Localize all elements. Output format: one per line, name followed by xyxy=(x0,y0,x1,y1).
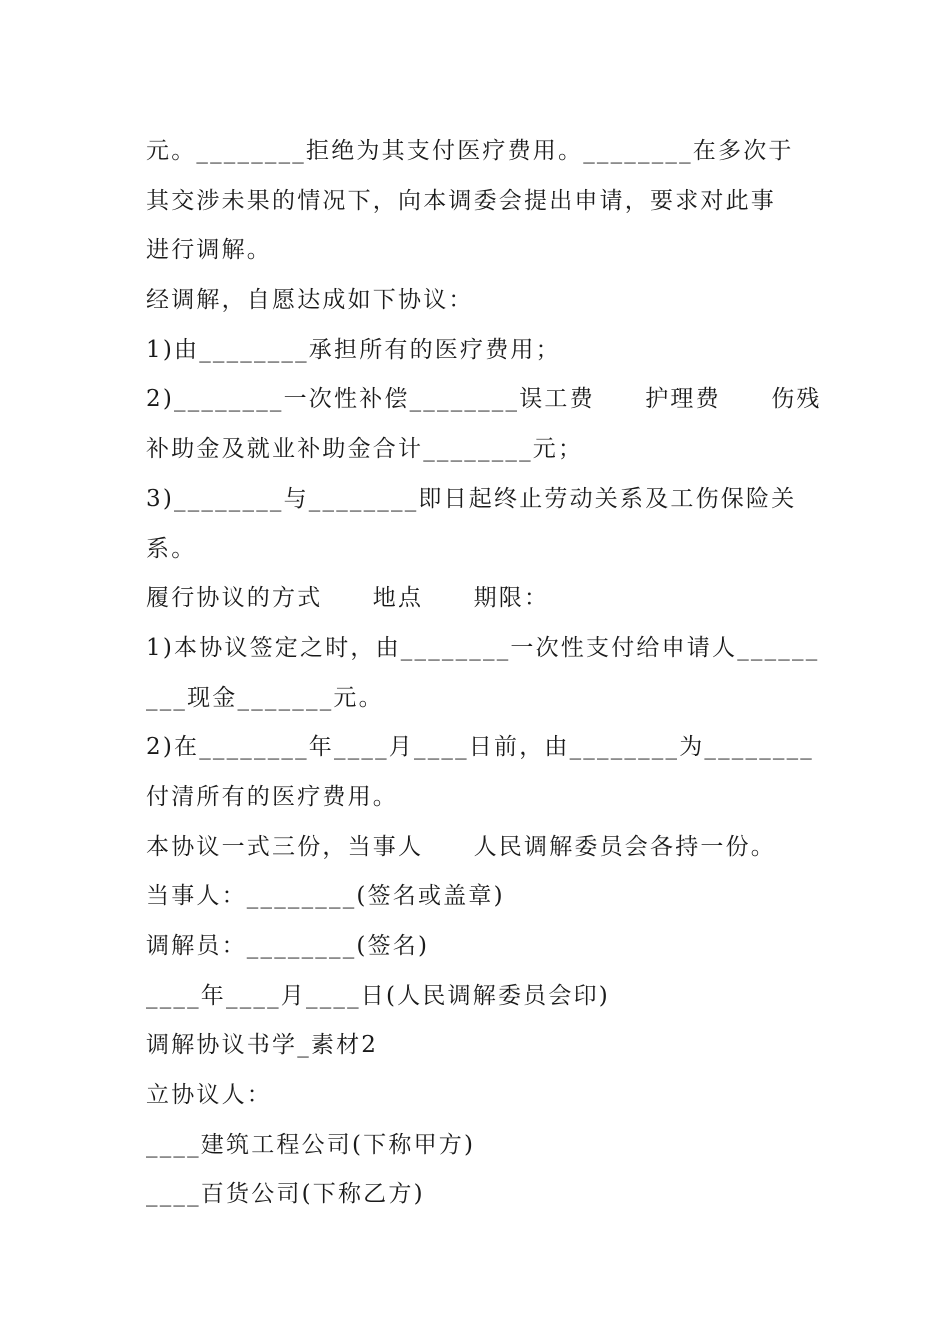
text-line: 元。________拒绝为其支付医疗费用。________在多次于 xyxy=(146,138,794,164)
text-line: 当事人：________(签名或盖章) xyxy=(146,883,505,910)
text-line: ____年____月____日(人民调解委员会印) xyxy=(146,982,610,1009)
text-line: 经调解，自愿达成如下协议： xyxy=(146,287,474,314)
text-line: ____建筑工程公司(下称甲方) xyxy=(146,1131,476,1158)
text-line: 其交涉未果的情况下，向本调委会提出申请，要求对此事 xyxy=(146,187,776,214)
text-line: 补助金及就业补助金合计________元； xyxy=(146,436,584,463)
text-line: 调解员：________(签名) xyxy=(146,933,430,959)
text-line: 2)________一次性补偿________误工费 护理费 伤残 xyxy=(146,386,822,413)
text-line: 1)本协议签定之时，由________一次性支付给申请人______ xyxy=(146,634,820,661)
text-line: 2)在________年____月____日前，由________为________ xyxy=(146,734,815,761)
text-line: 3)________与________即日起终止劳动关系及工伤保险关 xyxy=(146,485,797,512)
text-line: 系。 xyxy=(146,535,197,562)
text-line: 付清所有的医疗费用。 xyxy=(146,783,398,810)
text-line: 履行协议的方式 地点 期限： xyxy=(146,585,550,612)
section-title: 调解协议书学_素材2 xyxy=(146,1032,379,1059)
text-line: 立协议人： xyxy=(146,1082,272,1109)
document-body xyxy=(146,127,822,1220)
text-line: 本协议一式三份，当事人 人民调解委员会各持一份。 xyxy=(146,833,776,860)
text-line: 1)由________承担所有的医疗费用； xyxy=(146,336,561,363)
text-line: ____百货公司(下称乙方) xyxy=(146,1181,425,1208)
text-line: 进行调解。 xyxy=(146,237,272,264)
text-line: ___现金_______元。 xyxy=(146,684,384,711)
